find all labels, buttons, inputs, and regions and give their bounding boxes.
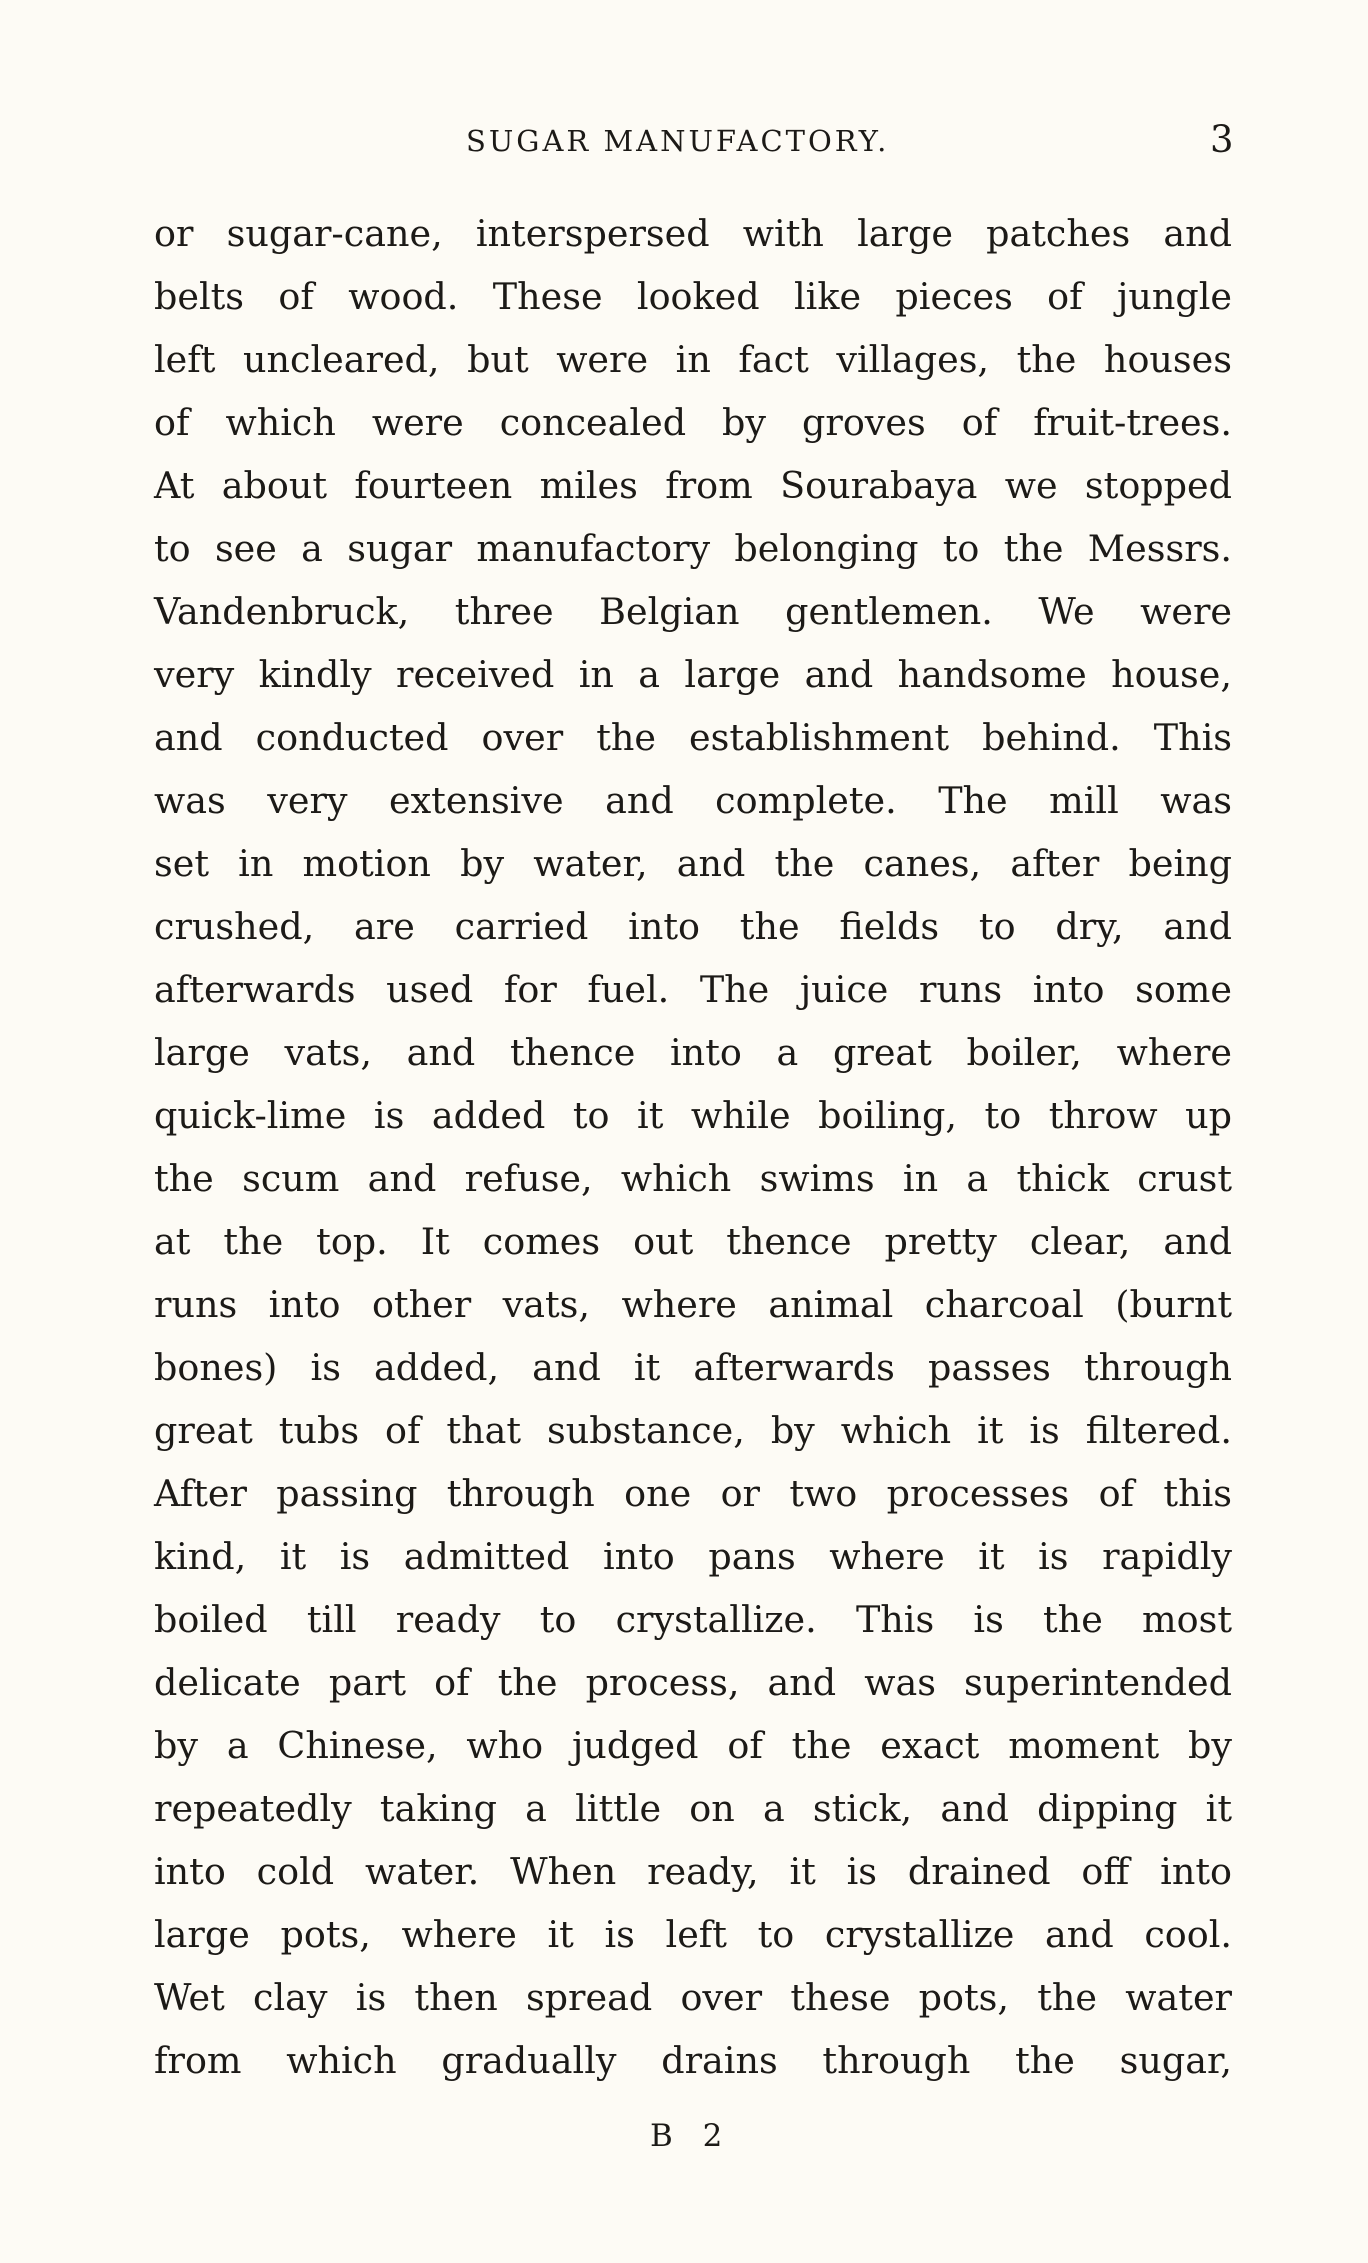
text-line: large pots, where it is left to crystallize and cool. <box>154 1913 1232 1956</box>
text-line: After passing through one or two processes of this <box>154 1472 1232 1515</box>
text-line: to see a sugar manufactory belonging to the Messrs. <box>154 527 1232 570</box>
text-line: the scum and refuse, which swims in a thick crust <box>154 1157 1232 1200</box>
text-line: quick-lime is added to it while boiling, to throw up <box>154 1094 1232 1137</box>
text-line: or sugar-cane, interspersed with large patches and <box>154 212 1232 255</box>
text-line: afterwards used for fuel. The juice runs into some <box>154 968 1232 1011</box>
text-line: crushed, are carried into the fields to dry, and <box>154 905 1232 948</box>
text-line: At about fourteen miles from Sourabaya we stopped <box>154 464 1232 507</box>
page-number: 3 <box>1210 118 1234 161</box>
text-line: Vandenbruck, three Belgian gentlemen. We were <box>154 590 1232 633</box>
text-line: great tubs of that substance, by which it is filtered. <box>154 1409 1232 1452</box>
text-line: left uncleared, but were in fact villages, the houses <box>154 338 1232 381</box>
text-line: runs into other vats, where animal charcoal (burnt <box>154 1283 1232 1326</box>
text-line: set in motion by water, and the canes, after being <box>154 842 1232 885</box>
text-line: by a Chinese, who judged of the exact moment by <box>154 1724 1232 1767</box>
text-line: was very extensive and complete. The mill was <box>154 779 1232 822</box>
text-line: very kindly received in a large and handsome house, <box>154 653 1232 696</box>
text-line: from which gradually drains through the sugar, <box>154 2039 1232 2082</box>
text-line: delicate part of the process, and was superintended <box>154 1661 1232 1704</box>
text-line: large vats, and thence into a great boiler, where <box>154 1031 1232 1074</box>
text-line: boiled till ready to crystallize. This is the most <box>154 1598 1232 1641</box>
text-line: at the top. It comes out thence pretty clear, and <box>154 1220 1232 1263</box>
text-line: bones) is added, and it afterwards passes through <box>154 1346 1232 1389</box>
text-line: kind, it is admitted into pans where it is rapidly <box>154 1535 1232 1578</box>
text-line: Wet clay is then spread over these pots, the water <box>154 1976 1232 2019</box>
text-line: belts of wood. These looked like pieces of jungle <box>154 275 1232 318</box>
signature-mark: B 2 <box>650 2118 733 2154</box>
body-text <box>154 202 1232 2092</box>
running-title: SUGAR MANUFACTORY. <box>466 124 890 158</box>
text-line: repeatedly taking a little on a stick, and dipping it <box>154 1787 1232 1830</box>
text-line: into cold water. When ready, it is drained off into <box>154 1850 1232 1893</box>
running-head <box>0 118 1368 168</box>
text-line: of which were concealed by groves of fruit-trees. <box>154 401 1232 444</box>
text-line: and conducted over the establishment behind. This <box>154 716 1232 759</box>
